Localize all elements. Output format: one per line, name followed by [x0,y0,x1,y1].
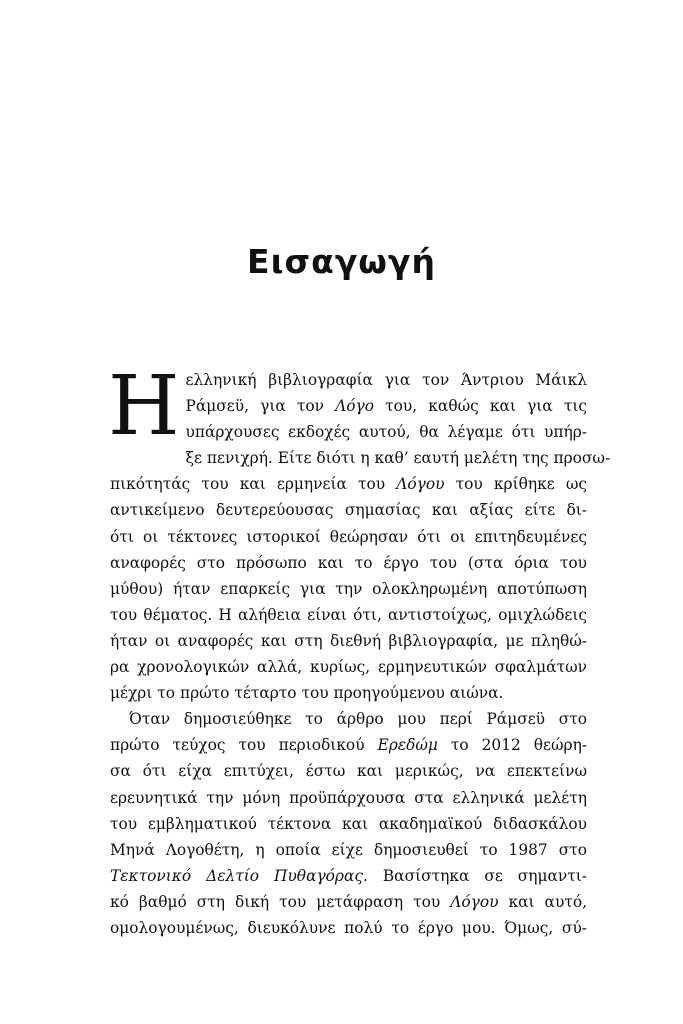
text-line: αναφορές στο πρόσωπο και το έργο του (στα όρια του [110,553,587,572]
italic-term: Λόγο [335,397,375,416]
text-line [110,732,587,758]
text-line: ξε πενιχρή. Είτε διότι η καθ’ εαυτή μελέτη της προσω- [185,449,611,468]
text-line: του θέματος. Η αλήθεια είναι ότι, αντιστοίχως, ομιχλώδεις [110,605,587,624]
text-line: υπάρχουσες εκδοχές αυτού, θα λέγαμε ότι υπήρ- [185,423,587,442]
body-text [108,359,611,941]
text-line-content: πικότητάς του και ερμηνεία του Λόγου του κρίθηκε ως [110,475,587,494]
text-line [110,889,587,915]
drop-cap: Η [108,359,180,454]
text-line-content: πρώτο τεύχος του περιοδικού Ερεδώμ το 2012 θεώρη- [110,736,588,755]
text-line: ομολογουμένως, διευκόλυνε πολύ το έργο μου. Όμως, σύ- [110,918,587,937]
text-line-content: κό βαθμό στη δική του μετάφραση του Λόγου και αυτό, [110,892,587,911]
text-line: του εμβληματικού τέκτονα και ακαδημαϊκού διδασκάλου [110,814,587,833]
text-line: ερευνητικά την μόνη προϋπάρχουσα στα ελληνικά μελέτη [110,788,587,807]
italic-term: Λόγου [450,892,499,911]
text-line [110,863,587,889]
text-line: ρα χρονολογικών αλλά, κυρίως, ερμηνευτικών σφαλμάτων [110,658,587,677]
text-line: ελληνική βιβλιογραφία για τον Άντριου Μάικλ [185,371,587,389]
text-line: μύθου) ήταν επαρκείς για την ολοκληρωμένη αποτύπωση [110,579,587,598]
chapter-title: Εισαγωγή [247,242,436,281]
text-line [110,471,587,497]
text-line: σα ότι είχα επιτύχει, έστω και μερικώς, να επεκτείνω [110,762,587,781]
italic-term: Λόγου [396,475,445,494]
paragraph-1 [108,359,611,706]
text-line: μέχρι το πρώτο τέταρτο του προηγούμενου αιώνα. [110,684,504,703]
text-line: αντικείμενο δευτερεύουσας σημασίας και αξίας είτε δι- [110,501,587,520]
italic-term: Ερεδώμ [377,736,438,755]
text-line: ήταν οι αναφορές και στη διεθνή βιβλιογραφία, με πληθώ- [110,631,587,650]
text-line: Όταν δημοσιεύθηκε το άρθρο μου περί Ράμσεϋ στο [129,710,587,729]
italic-term: Τεκτονικό Δελτίο Πυθαγόρας [110,866,363,885]
text-line-content: Ράμσεϋ, για τον Λόγο του, καθώς και για τις [185,397,587,416]
text-line: ότι οι τέκτονες ιστορικοί θεώρησαν ότι οι επιτηδευμένες [110,527,587,546]
text-line: Μηνά Λογοθέτη, η οποία είχε δημοσιευθεί το 1987 στο [110,840,587,859]
text-line [110,393,587,419]
text-line-content: Τεκτονικό Δελτίο Πυθαγόρας. Βασίστηκα σε σημαντι- [110,866,587,885]
paragraph-2 [110,706,587,941]
